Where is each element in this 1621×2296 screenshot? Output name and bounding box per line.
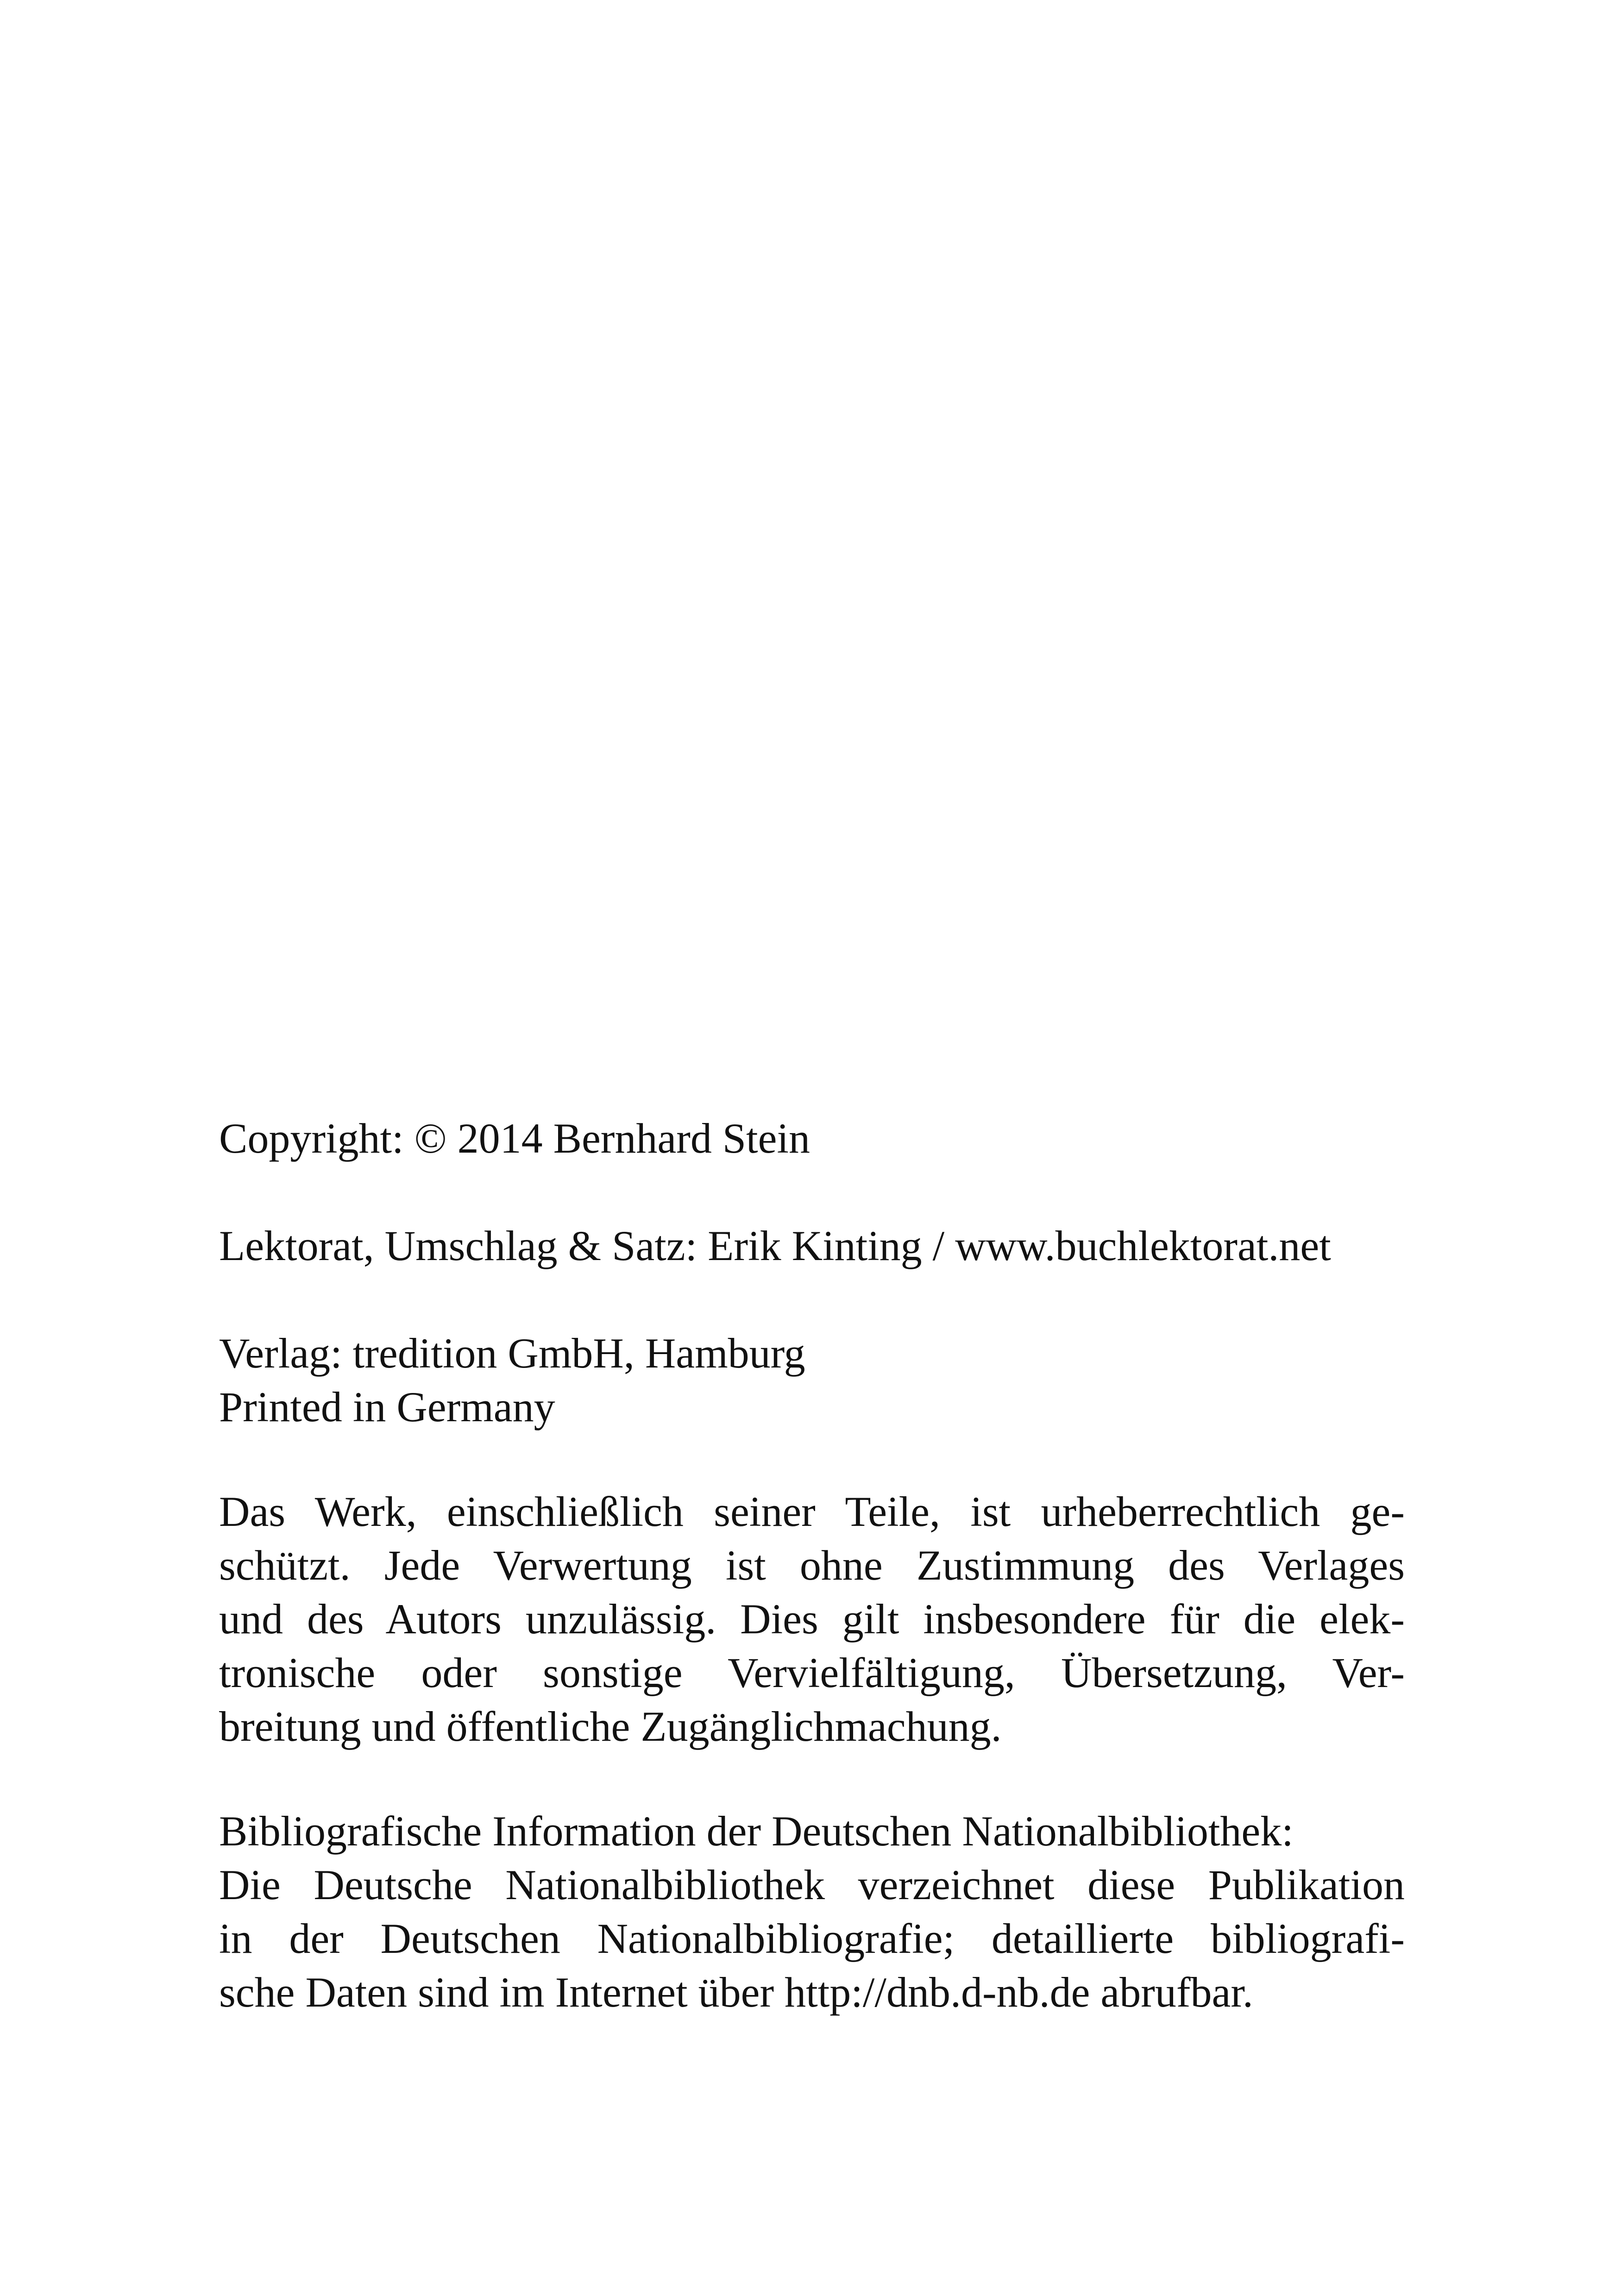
credits-line: Lektorat, Umschlag & Satz: Erik Kinting / www.buchlektorat.net — [219, 1222, 1331, 1269]
rights-line: und des Autors unzulässig. Dies gilt insbesondere für die elek- — [219, 1595, 1405, 1643]
publisher-block — [219, 1326, 1405, 1434]
bibliographic-heading-line: Bibliografische Information der Deutschen Nationalbibliothek: — [219, 1807, 1294, 1855]
printed-in-line: Printed in Germany — [219, 1383, 555, 1430]
bibliographic-line: sche Daten sind im Internet über http://dnb.d-nb.de abrufbar. — [219, 1969, 1253, 2016]
rights-line: Das Werk, einschließlich seiner Teile, ist urheberrechtlich ge- — [219, 1488, 1405, 1535]
bibliographic-line: Die Deutsche Nationalbibliothek verzeichnet diese Publikation — [219, 1861, 1405, 1908]
imprint-block — [219, 1111, 1405, 2019]
publisher-line: Verlag: tredition GmbH, Hamburg — [219, 1330, 805, 1377]
rights-line: tronische oder sonstige Vervielfältigung, Übersetzung, Ver- — [219, 1649, 1405, 1696]
rights-paragraph — [219, 1485, 1405, 1753]
rights-line: breitung und öffentliche Zugänglichmachung. — [219, 1703, 1002, 1750]
rights-line: schützt. Jede Verwertung ist ohne Zustimmung des Verlages — [219, 1542, 1405, 1589]
bibliographic-paragraph — [219, 1804, 1405, 2019]
copyright-line: Copyright: © 2014 Bernhard Stein — [219, 1115, 810, 1162]
bibliographic-line: in der Deutschen Nationalbibliografie; detaillierte bibliografi- — [219, 1915, 1405, 1962]
